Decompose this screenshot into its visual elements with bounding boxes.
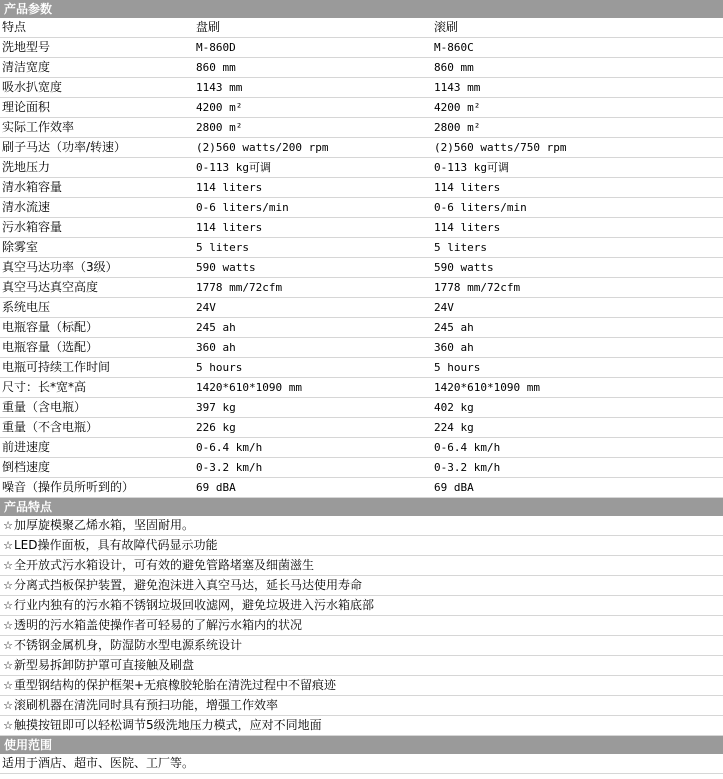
feature-item bbox=[0, 616, 723, 636]
param-label-cell: 洗地压力 bbox=[0, 158, 194, 178]
feature-item bbox=[0, 536, 723, 556]
params-table-body bbox=[0, 18, 723, 498]
params-row bbox=[0, 198, 723, 218]
feature-text: 全开放式污水箱设计，可有效的避免管路堵塞及细菌滋生 bbox=[14, 558, 315, 572]
usage-section-header: 使用范围 bbox=[0, 736, 723, 754]
star-bullet-icon: ☆ bbox=[3, 679, 13, 692]
param-label-cell: 电瓶可持续工作时间 bbox=[0, 358, 194, 378]
params-row bbox=[0, 418, 723, 438]
param-roller-brush-value: 0-6.4 km/h bbox=[432, 438, 723, 458]
param-label-cell: 电瓶容量（标配） bbox=[0, 318, 194, 338]
star-bullet-icon: ☆ bbox=[3, 639, 13, 652]
param-label-cell: 实际工作效率 bbox=[0, 118, 194, 138]
param-disc-brush-value: 860 mm bbox=[194, 58, 432, 78]
params-row bbox=[0, 78, 723, 98]
param-roller-brush-value: 402 kg bbox=[432, 398, 723, 418]
feature-item bbox=[0, 676, 723, 696]
param-disc-brush-value: 69 dBA bbox=[194, 478, 432, 498]
param-label-cell: 前进速度 bbox=[0, 438, 194, 458]
params-row bbox=[0, 158, 723, 178]
param-disc-brush-value: 0-6 liters/min bbox=[194, 198, 432, 218]
param-roller-brush-value: 0-3.2 km/h bbox=[432, 458, 723, 478]
params-row bbox=[0, 458, 723, 478]
feature-item bbox=[0, 636, 723, 656]
header-roller-brush-cell: 滚刷 bbox=[432, 18, 723, 38]
param-label-cell: 电瓶容量（选配） bbox=[0, 338, 194, 358]
star-bullet-icon: ☆ bbox=[3, 559, 13, 572]
feature-item bbox=[0, 716, 723, 736]
feature-text: LED操作面板，具有故障代码显示功能 bbox=[14, 538, 218, 552]
param-roller-brush-value: 24V bbox=[432, 298, 723, 318]
star-bullet-icon: ☆ bbox=[3, 699, 13, 712]
param-label-cell: 理论面积 bbox=[0, 98, 194, 118]
usage-text: 适用于酒店、超市、医院、工厂等。 bbox=[0, 754, 723, 774]
params-row bbox=[0, 38, 723, 58]
params-row bbox=[0, 358, 723, 378]
param-roller-brush-value: 5 hours bbox=[432, 358, 723, 378]
feature-text: 新型易拆卸防护罩可直接触及刷盘 bbox=[14, 658, 195, 672]
params-section-header: 产品参数 bbox=[0, 0, 723, 18]
param-roller-brush-value: 224 kg bbox=[432, 418, 723, 438]
param-label-cell: 清水流速 bbox=[0, 198, 194, 218]
param-label-cell: 噪音（操作员所听到的） bbox=[0, 478, 194, 498]
header-disc-brush-cell: 盘刷 bbox=[194, 18, 432, 38]
param-label-cell: 污水箱容量 bbox=[0, 218, 194, 238]
params-table bbox=[0, 18, 723, 498]
param-disc-brush-value: 5 liters bbox=[194, 238, 432, 258]
params-header-row bbox=[0, 18, 723, 38]
params-row bbox=[0, 138, 723, 158]
feature-item bbox=[0, 556, 723, 576]
param-disc-brush-value: 397 kg bbox=[194, 398, 432, 418]
param-roller-brush-value: 360 ah bbox=[432, 338, 723, 358]
features-section-header: 产品特点 bbox=[0, 498, 723, 516]
features-list bbox=[0, 516, 723, 736]
feature-text: 加厚旋模聚乙烯水箱，坚固耐用。 bbox=[14, 518, 195, 532]
param-roller-brush-value: 860 mm bbox=[432, 58, 723, 78]
param-roller-brush-value: 4200 m² bbox=[432, 98, 723, 118]
param-label-cell: 真空马达功率（3级） bbox=[0, 258, 194, 278]
star-bullet-icon: ☆ bbox=[3, 719, 13, 732]
params-row bbox=[0, 238, 723, 258]
feature-item bbox=[0, 516, 723, 536]
param-roller-brush-value: 114 liters bbox=[432, 178, 723, 198]
feature-text: 透明的污水箱盖使操作者可轻易的了解污水箱内的状况 bbox=[14, 618, 303, 632]
param-disc-brush-value: 226 kg bbox=[194, 418, 432, 438]
param-roller-brush-value: 1778 mm/72cfm bbox=[432, 278, 723, 298]
feature-text: 行业内独有的污水箱不锈钢垃圾回收滤网，避免垃圾进入污水箱底部 bbox=[14, 598, 375, 612]
param-disc-brush-value: 5 hours bbox=[194, 358, 432, 378]
param-disc-brush-value: 24V bbox=[194, 298, 432, 318]
param-label-cell: 清水箱容量 bbox=[0, 178, 194, 198]
params-row bbox=[0, 378, 723, 398]
param-roller-brush-value: 0-113 kg可调 bbox=[432, 158, 723, 178]
param-roller-brush-value: 2800 m² bbox=[432, 118, 723, 138]
params-row bbox=[0, 398, 723, 418]
params-row bbox=[0, 118, 723, 138]
star-bullet-icon: ☆ bbox=[3, 659, 13, 672]
param-label-cell: 重量（含电瓶） bbox=[0, 398, 194, 418]
feature-text: 重型钢结构的保护框架+无痕橡胶轮胎在清洗过程中不留痕迹 bbox=[14, 678, 337, 692]
param-disc-brush-value: 1420*610*1090 mm bbox=[194, 378, 432, 398]
feature-item bbox=[0, 596, 723, 616]
param-disc-brush-value: 4200 m² bbox=[194, 98, 432, 118]
param-disc-brush-value: M-860D bbox=[194, 38, 432, 58]
params-row bbox=[0, 318, 723, 338]
param-label-cell: 重量（不含电瓶） bbox=[0, 418, 194, 438]
param-disc-brush-value: 2800 m² bbox=[194, 118, 432, 138]
param-roller-brush-value: 114 liters bbox=[432, 218, 723, 238]
param-label-cell: 洗地型号 bbox=[0, 38, 194, 58]
param-roller-brush-value: 590 watts bbox=[432, 258, 723, 278]
param-label-cell: 除雾室 bbox=[0, 238, 194, 258]
param-label-cell: 系统电压 bbox=[0, 298, 194, 318]
param-disc-brush-value: 0-113 kg可调 bbox=[194, 158, 432, 178]
param-label-cell: 倒档速度 bbox=[0, 458, 194, 478]
param-roller-brush-value: 1143 mm bbox=[432, 78, 723, 98]
star-bullet-icon: ☆ bbox=[3, 579, 13, 592]
star-bullet-icon: ☆ bbox=[3, 619, 13, 632]
param-roller-brush-value: 0-6 liters/min bbox=[432, 198, 723, 218]
param-disc-brush-value: 245 ah bbox=[194, 318, 432, 338]
params-row bbox=[0, 98, 723, 118]
star-bullet-icon: ☆ bbox=[3, 599, 13, 612]
params-row bbox=[0, 478, 723, 498]
params-row bbox=[0, 278, 723, 298]
params-row bbox=[0, 338, 723, 358]
feature-item bbox=[0, 576, 723, 596]
param-label-cell: 清洁宽度 bbox=[0, 58, 194, 78]
feature-item bbox=[0, 656, 723, 676]
feature-text: 触摸按钮即可以轻松调节5级洗地压力模式，应对不同地面 bbox=[14, 718, 322, 732]
param-label-cell: 真空马达真空高度 bbox=[0, 278, 194, 298]
params-row bbox=[0, 258, 723, 278]
param-disc-brush-value: 0-6.4 km/h bbox=[194, 438, 432, 458]
feature-text: 分离式挡板保护装置，避免泡沫进入真空马达，延长马达使用寿命 bbox=[14, 578, 363, 592]
param-roller-brush-value: 1420*610*1090 mm bbox=[432, 378, 723, 398]
param-disc-brush-value: 114 liters bbox=[194, 178, 432, 198]
param-disc-brush-value: 1143 mm bbox=[194, 78, 432, 98]
star-bullet-icon: ☆ bbox=[3, 539, 13, 552]
param-disc-brush-value: 360 ah bbox=[194, 338, 432, 358]
param-disc-brush-value: 114 liters bbox=[194, 218, 432, 238]
feature-item bbox=[0, 696, 723, 716]
param-roller-brush-value: 5 liters bbox=[432, 238, 723, 258]
params-row bbox=[0, 58, 723, 78]
feature-text: 不锈钢金属机身，防湿防水型电源系统设计 bbox=[14, 638, 243, 652]
param-roller-brush-value: M-860C bbox=[432, 38, 723, 58]
params-row bbox=[0, 218, 723, 238]
param-roller-brush-value: 69 dBA bbox=[432, 478, 723, 498]
param-roller-brush-value: 245 ah bbox=[432, 318, 723, 338]
param-disc-brush-value: 590 watts bbox=[194, 258, 432, 278]
params-row bbox=[0, 438, 723, 458]
header-feature-cell: 特点 bbox=[0, 18, 194, 38]
star-bullet-icon: ☆ bbox=[3, 519, 13, 532]
params-row bbox=[0, 298, 723, 318]
feature-text: 滚刷机器在清洗同时具有预扫功能，增强工作效率 bbox=[14, 698, 279, 712]
param-roller-brush-value: (2)560 watts/750 rpm bbox=[432, 138, 723, 158]
param-label-cell: 尺寸：长*宽*高 bbox=[0, 378, 194, 398]
param-disc-brush-value: 0-3.2 km/h bbox=[194, 458, 432, 478]
param-label-cell: 吸水扒宽度 bbox=[0, 78, 194, 98]
param-label-cell: 刷子马达（功率/转速） bbox=[0, 138, 194, 158]
params-row bbox=[0, 178, 723, 198]
param-disc-brush-value: (2)560 watts/200 rpm bbox=[194, 138, 432, 158]
param-disc-brush-value: 1778 mm/72cfm bbox=[194, 278, 432, 298]
